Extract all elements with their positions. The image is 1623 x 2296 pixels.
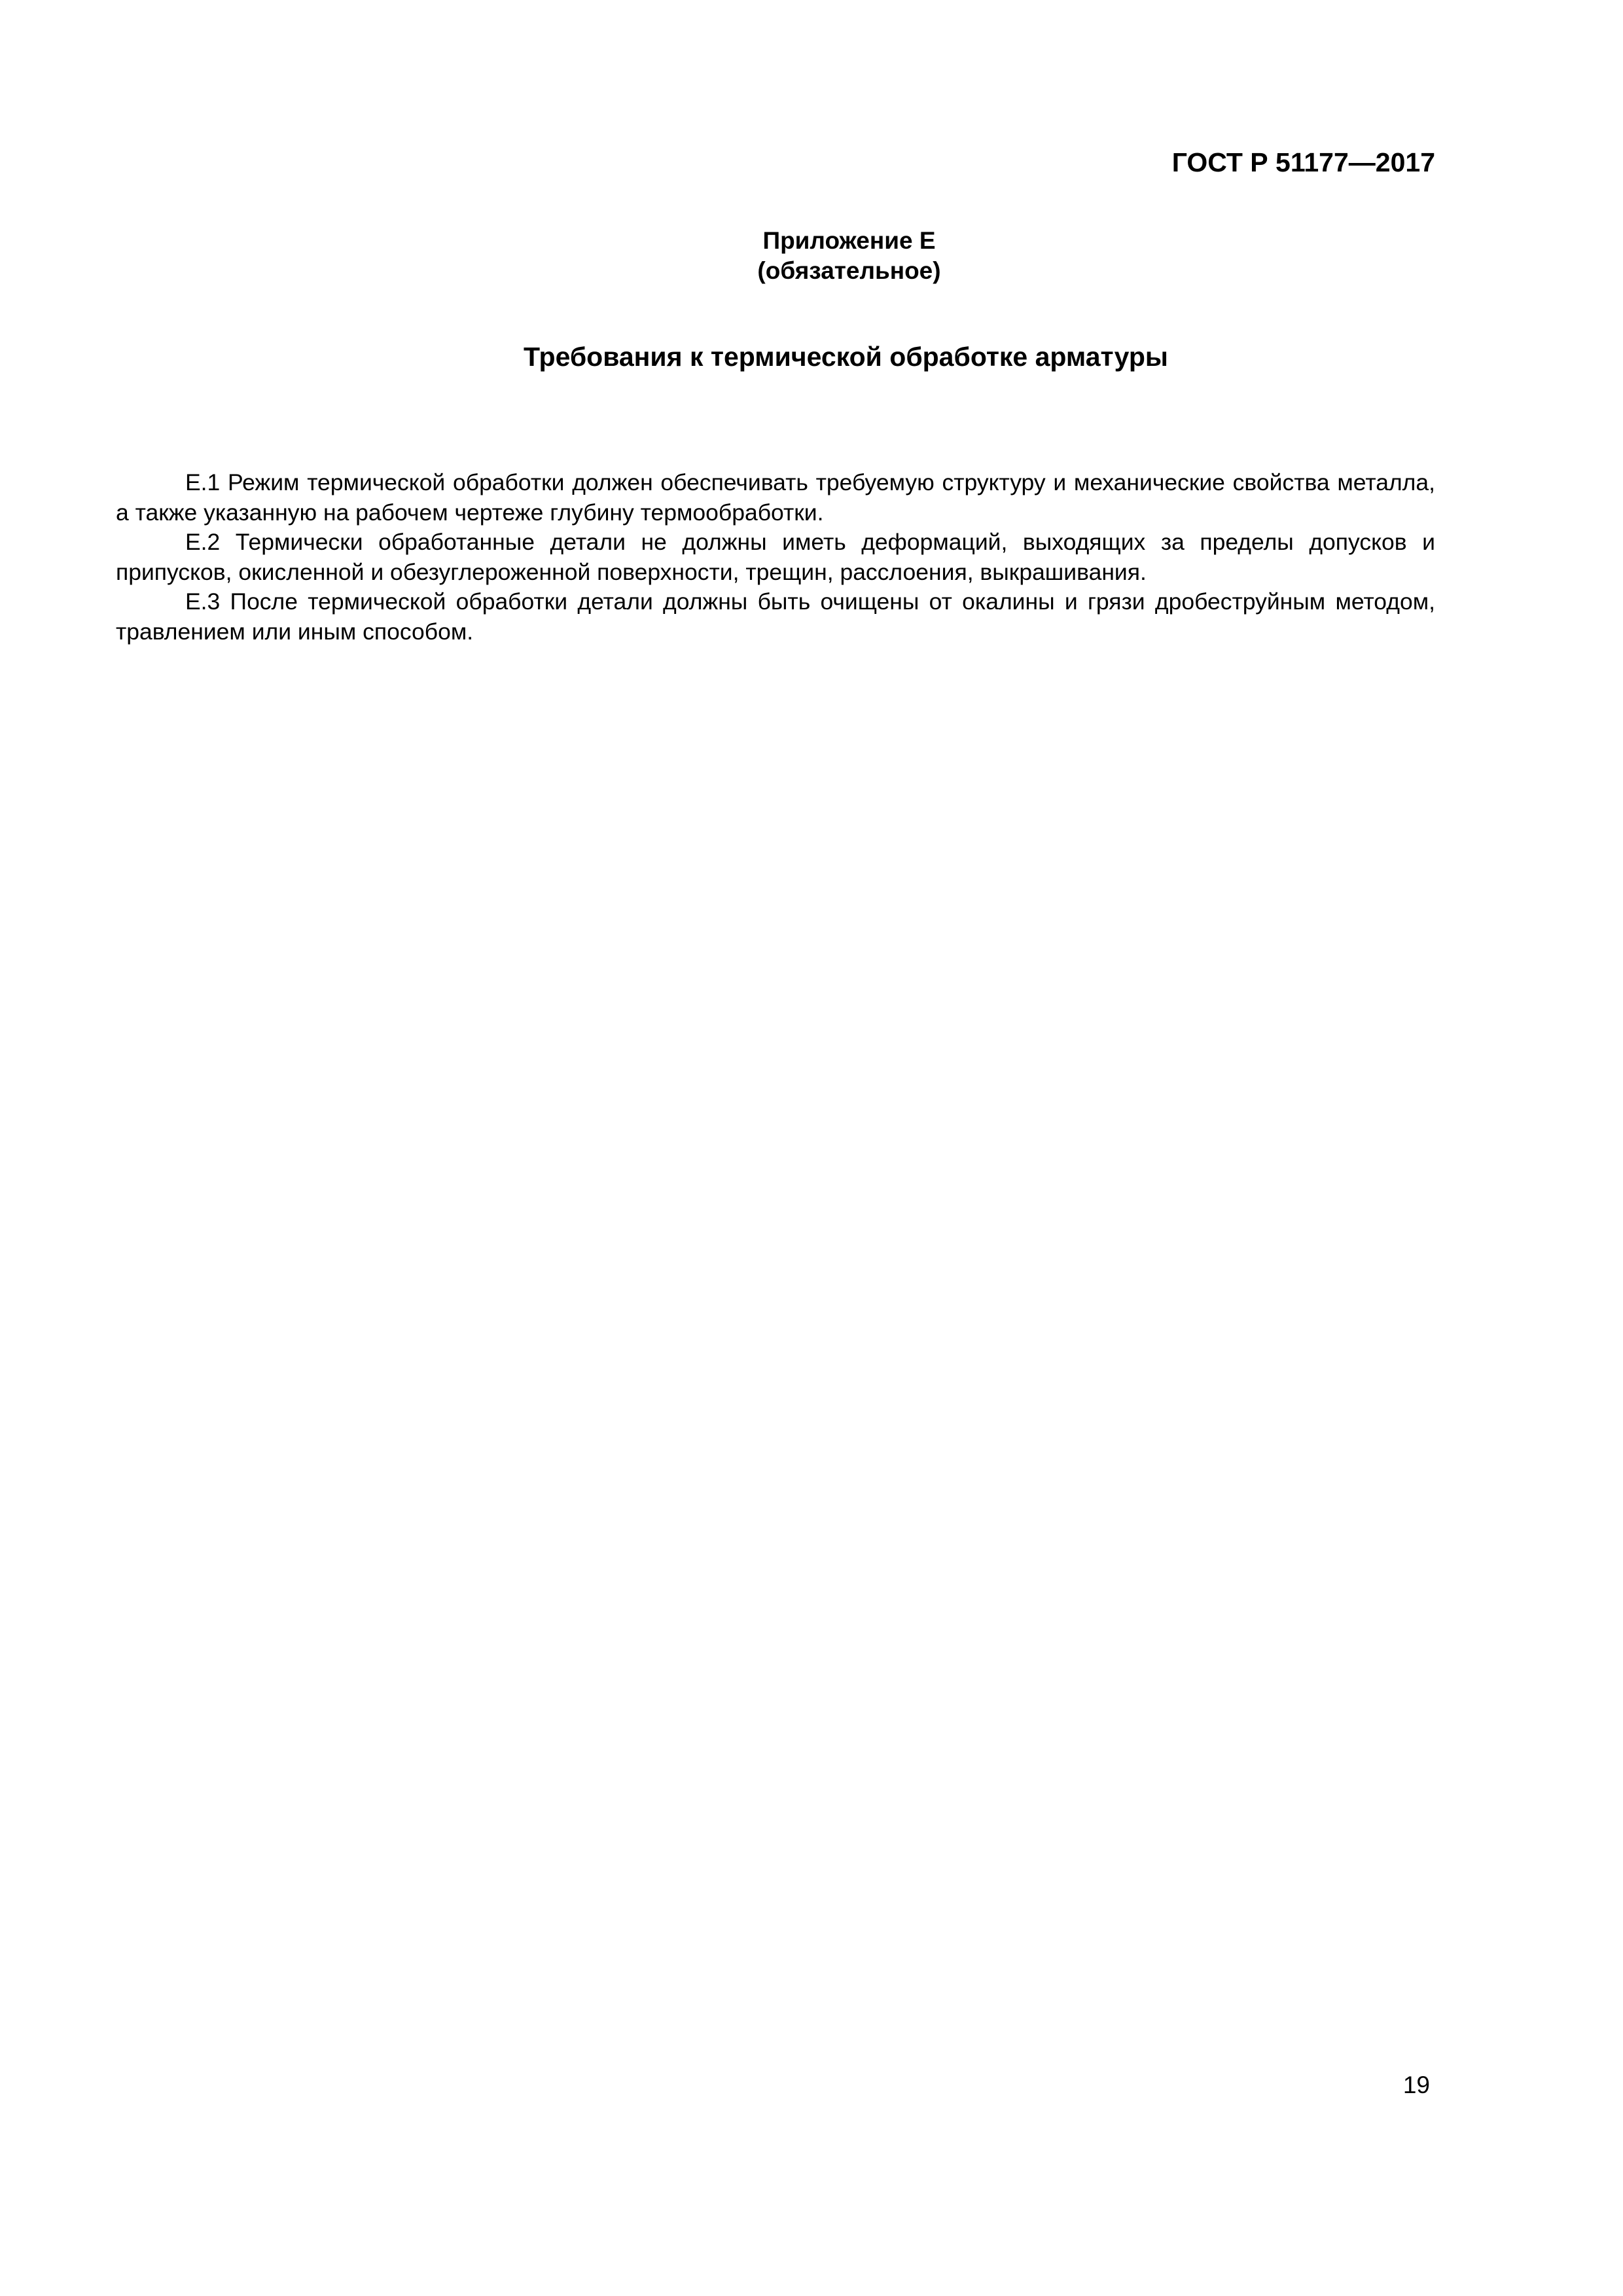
paragraph-e3: Е.3 После термической обработки детали должны быть очищены от окалины и грязи дробеструйным методом, травлением или иным способом. [116, 588, 1435, 645]
section-heading [0, 342, 1623, 372]
paragraph-e2: Е.2 Термически обработанные детали не должны иметь деформаций, выходящих за пределы допусков и припусков, окисленной и обезуглероженной поверхности, трещин, расслоения, выкрашивания. [116, 529, 1435, 585]
paragraph-e1: Е.1 Режим термической обработки должен обеспечивать требуемую структуру и механические свойства металла, а также указанную на рабочем чертеже глубину термообработки. [116, 469, 1435, 526]
appendix-title: Приложение Е [762, 227, 936, 254]
appendix-status: (обязательное) [757, 257, 941, 284]
document-code: ГОСТ Р 51177—2017 [1171, 147, 1435, 177]
page-number: 19 [1402, 2072, 1430, 2098]
appendix-label [0, 226, 1623, 286]
section-heading-text: Требования к термической обработке арматуры [524, 342, 1168, 372]
body-text [116, 468, 1435, 647]
